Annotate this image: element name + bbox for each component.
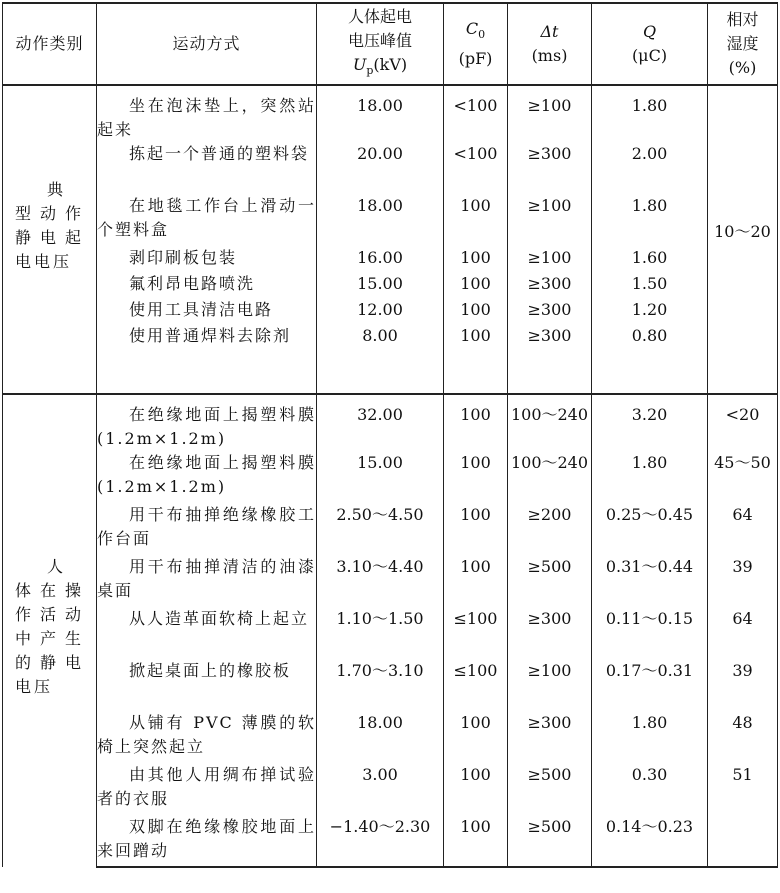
humidity-cell: 64: [708, 607, 778, 659]
table-row: [3, 659, 778, 711]
header-peak-voltage-line3: [317, 53, 443, 83]
capacitance-cell: 100: [444, 555, 508, 607]
capacitance-cell: <100: [444, 142, 508, 194]
capacitance-cell: 100: [444, 272, 508, 298]
charge-cell: 1.80: [592, 711, 708, 763]
motion-cell: 坐在泡沫垫上，突然站起来: [97, 85, 317, 142]
charge-cell: 1.20: [592, 298, 708, 324]
charge-cell: 0.17～0.31: [592, 659, 708, 711]
delta-t-cell: ≥500: [508, 763, 592, 815]
motion-cell: 在地毯工作台上滑动一个塑料盒: [97, 194, 317, 246]
motion-cell: 由其他人用绸布掸试验者的衣服: [97, 763, 317, 815]
voltage-cell: 15.00: [317, 451, 444, 503]
header-capacitance-symbol: C: [465, 18, 479, 38]
charge-cell: 0.30: [592, 763, 708, 815]
charge-cell: 0.14～0.23: [592, 815, 708, 867]
delta-t-cell: ≥100: [508, 246, 592, 272]
header-capacitance-sub: 0: [478, 28, 486, 42]
voltage-cell: 2.50～4.50: [317, 503, 444, 555]
header-delta-t: [508, 3, 592, 85]
header-peak-voltage-symbol: U: [352, 54, 367, 74]
voltage-cell: 18.00: [317, 85, 444, 142]
delta-t-cell: ≥500: [508, 815, 592, 867]
table-row: [3, 555, 778, 607]
table-row: [3, 272, 778, 298]
group-a-body: [3, 85, 778, 394]
table-row: [3, 451, 778, 503]
table-row: [3, 503, 778, 555]
header-capacitance-line1: [444, 17, 507, 47]
voltage-cell: 8.00: [317, 324, 444, 376]
charge-cell: 1.80: [592, 451, 708, 503]
table-row: [3, 324, 778, 376]
capacitance-cell: 100: [444, 815, 508, 867]
voltage-cell: 12.00: [317, 298, 444, 324]
charge-cell: 0.25～0.45: [592, 503, 708, 555]
capacitance-cell: <100: [444, 85, 508, 142]
motion-cell: 掀起桌面上的橡胶板: [97, 659, 317, 711]
header-category: 动作类别: [3, 3, 97, 85]
capacitance-cell: 100: [444, 246, 508, 272]
header-charge: [592, 3, 708, 85]
header-humidity-line1: 相对: [726, 10, 759, 29]
table-row: [3, 246, 778, 272]
header-delta-t-symbol: Δt: [540, 22, 559, 41]
table-row: [3, 142, 778, 194]
capacitance-cell: 100: [444, 394, 508, 451]
group-b-category: 人体在操作活动中产生的静电电压: [3, 394, 97, 867]
delta-t-cell: ≥300: [508, 324, 592, 376]
motion-cell: 在绝缘地面上揭塑料膜(1.2m×1.2m): [97, 451, 317, 503]
capacitance-cell: 100: [444, 763, 508, 815]
humidity-cell: 39: [708, 555, 778, 607]
humidity-cell: 48: [708, 711, 778, 763]
table-header-row: [3, 3, 778, 85]
delta-t-cell: ≥200: [508, 503, 592, 555]
voltage-cell: 1.70～3.10: [317, 659, 444, 711]
table-row: [3, 815, 778, 867]
delta-t-cell: ≥300: [508, 272, 592, 298]
motion-cell: 使用工具清洁电路: [97, 298, 317, 324]
delta-t-cell: ≥100: [508, 194, 592, 246]
humidity-cell: 45～50: [708, 451, 778, 503]
header-peak-voltage: [317, 3, 444, 85]
humidity-cell: <20: [708, 394, 778, 451]
table-row: [3, 394, 778, 451]
spacer-cell: [444, 376, 508, 394]
header-capacitance-unit: (pF): [458, 49, 493, 69]
charge-cell: 0.11～0.15: [592, 607, 708, 659]
motion-cell: 双脚在绝缘橡胶地面上来回蹭动: [97, 815, 317, 867]
delta-t-cell: ≥300: [508, 298, 592, 324]
spacer-cell: [317, 376, 444, 394]
table-row: [3, 85, 778, 142]
voltage-cell: −1.40～2.30: [317, 815, 444, 867]
header-charge-unit: (μC): [631, 46, 668, 65]
voltage-cell: 3.10～4.40: [317, 555, 444, 607]
motion-cell: 剥印刷板包装: [97, 246, 317, 272]
group-b-body: [3, 394, 778, 867]
voltage-cell: 18.00: [317, 194, 444, 246]
header-motion: 运动方式: [97, 3, 317, 85]
header-humidity-line2: 湿度: [726, 34, 759, 53]
humidity-cell: 39: [708, 659, 778, 711]
charge-cell: 0.80: [592, 324, 708, 376]
capacitance-cell: 100: [444, 711, 508, 763]
charge-cell: 2.00: [592, 142, 708, 194]
capacitance-cell: ≤100: [444, 659, 508, 711]
delta-t-cell: ≥300: [508, 711, 592, 763]
motion-cell: 用干布抽掸绝缘橡胶工作台面: [97, 503, 317, 555]
humidity-cell: 64: [708, 503, 778, 555]
header-peak-voltage-sub: p: [366, 64, 374, 78]
group-a-category: 典型动作静电起电电压: [3, 85, 97, 394]
delta-t-cell: 100～240: [508, 451, 592, 503]
table-row: [3, 298, 778, 324]
charge-cell: 1.80: [592, 85, 708, 142]
table-row: [3, 194, 778, 246]
header-charge-symbol: Q: [642, 22, 657, 41]
table-row-spacer: [3, 376, 778, 394]
delta-t-cell: ≥100: [508, 659, 592, 711]
charge-cell: 1.80: [592, 194, 708, 246]
spacer-cell: [508, 376, 592, 394]
header-humidity-unit: (%): [728, 58, 757, 77]
delta-t-cell: 100～240: [508, 394, 592, 451]
motion-cell: 从人造革面软椅上起立: [97, 607, 317, 659]
motion-cell: 氟利昂电路喷洗: [97, 272, 317, 298]
spacer-cell: [97, 376, 317, 394]
table-row: [3, 711, 778, 763]
voltage-cell: 16.00: [317, 246, 444, 272]
motion-cell: 拣起一个普通的塑料袋: [97, 142, 317, 194]
header-peak-voltage-unit: (kV): [373, 54, 408, 74]
delta-t-cell: ≥300: [508, 142, 592, 194]
table-row: [3, 763, 778, 815]
charge-cell: 3.20: [592, 394, 708, 451]
motion-cell: 从铺有 PVC 薄膜的软椅上突然起立: [97, 711, 317, 763]
header-delta-t-unit: (ms): [531, 46, 568, 65]
motion-cell: 用干布抽掸清洁的油漆桌面: [97, 555, 317, 607]
voltage-cell: 18.00: [317, 711, 444, 763]
voltage-cell: 1.10～1.50: [317, 607, 444, 659]
capacitance-cell: 100: [444, 298, 508, 324]
capacitance-cell: 100: [444, 451, 508, 503]
voltage-cell: 32.00: [317, 394, 444, 451]
capacitance-cell: 100: [444, 194, 508, 246]
motion-cell: 在绝缘地面上揭塑料膜(1.2m×1.2m): [97, 394, 317, 451]
voltage-cell: 15.00: [317, 272, 444, 298]
delta-t-cell: ≥300: [508, 607, 592, 659]
group-a-humidity: 10～20: [708, 85, 778, 394]
spacer-cell: [592, 376, 708, 394]
motion-cell: 使用普通焊料去除剂: [97, 324, 317, 376]
header-humidity: [708, 3, 778, 85]
voltage-cell: 20.00: [317, 142, 444, 194]
header-peak-voltage-line2: 电压峰值: [347, 30, 412, 50]
voltage-cell: 3.00: [317, 763, 444, 815]
electrostatic-voltage-table: [2, 2, 778, 868]
delta-t-cell: ≥100: [508, 85, 592, 142]
table-row: [3, 607, 778, 659]
capacitance-cell: ≤100: [444, 607, 508, 659]
capacitance-cell: 100: [444, 324, 508, 376]
charge-cell: 1.50: [592, 272, 708, 298]
humidity-cell: 51: [708, 763, 778, 815]
humidity-cell: [708, 815, 778, 867]
capacitance-cell: 100: [444, 503, 508, 555]
delta-t-cell: ≥500: [508, 555, 592, 607]
header-capacitance: [444, 3, 508, 85]
charge-cell: 0.31～0.44: [592, 555, 708, 607]
charge-cell: 1.60: [592, 246, 708, 272]
header-peak-voltage-line1: 人体起电: [347, 6, 412, 26]
